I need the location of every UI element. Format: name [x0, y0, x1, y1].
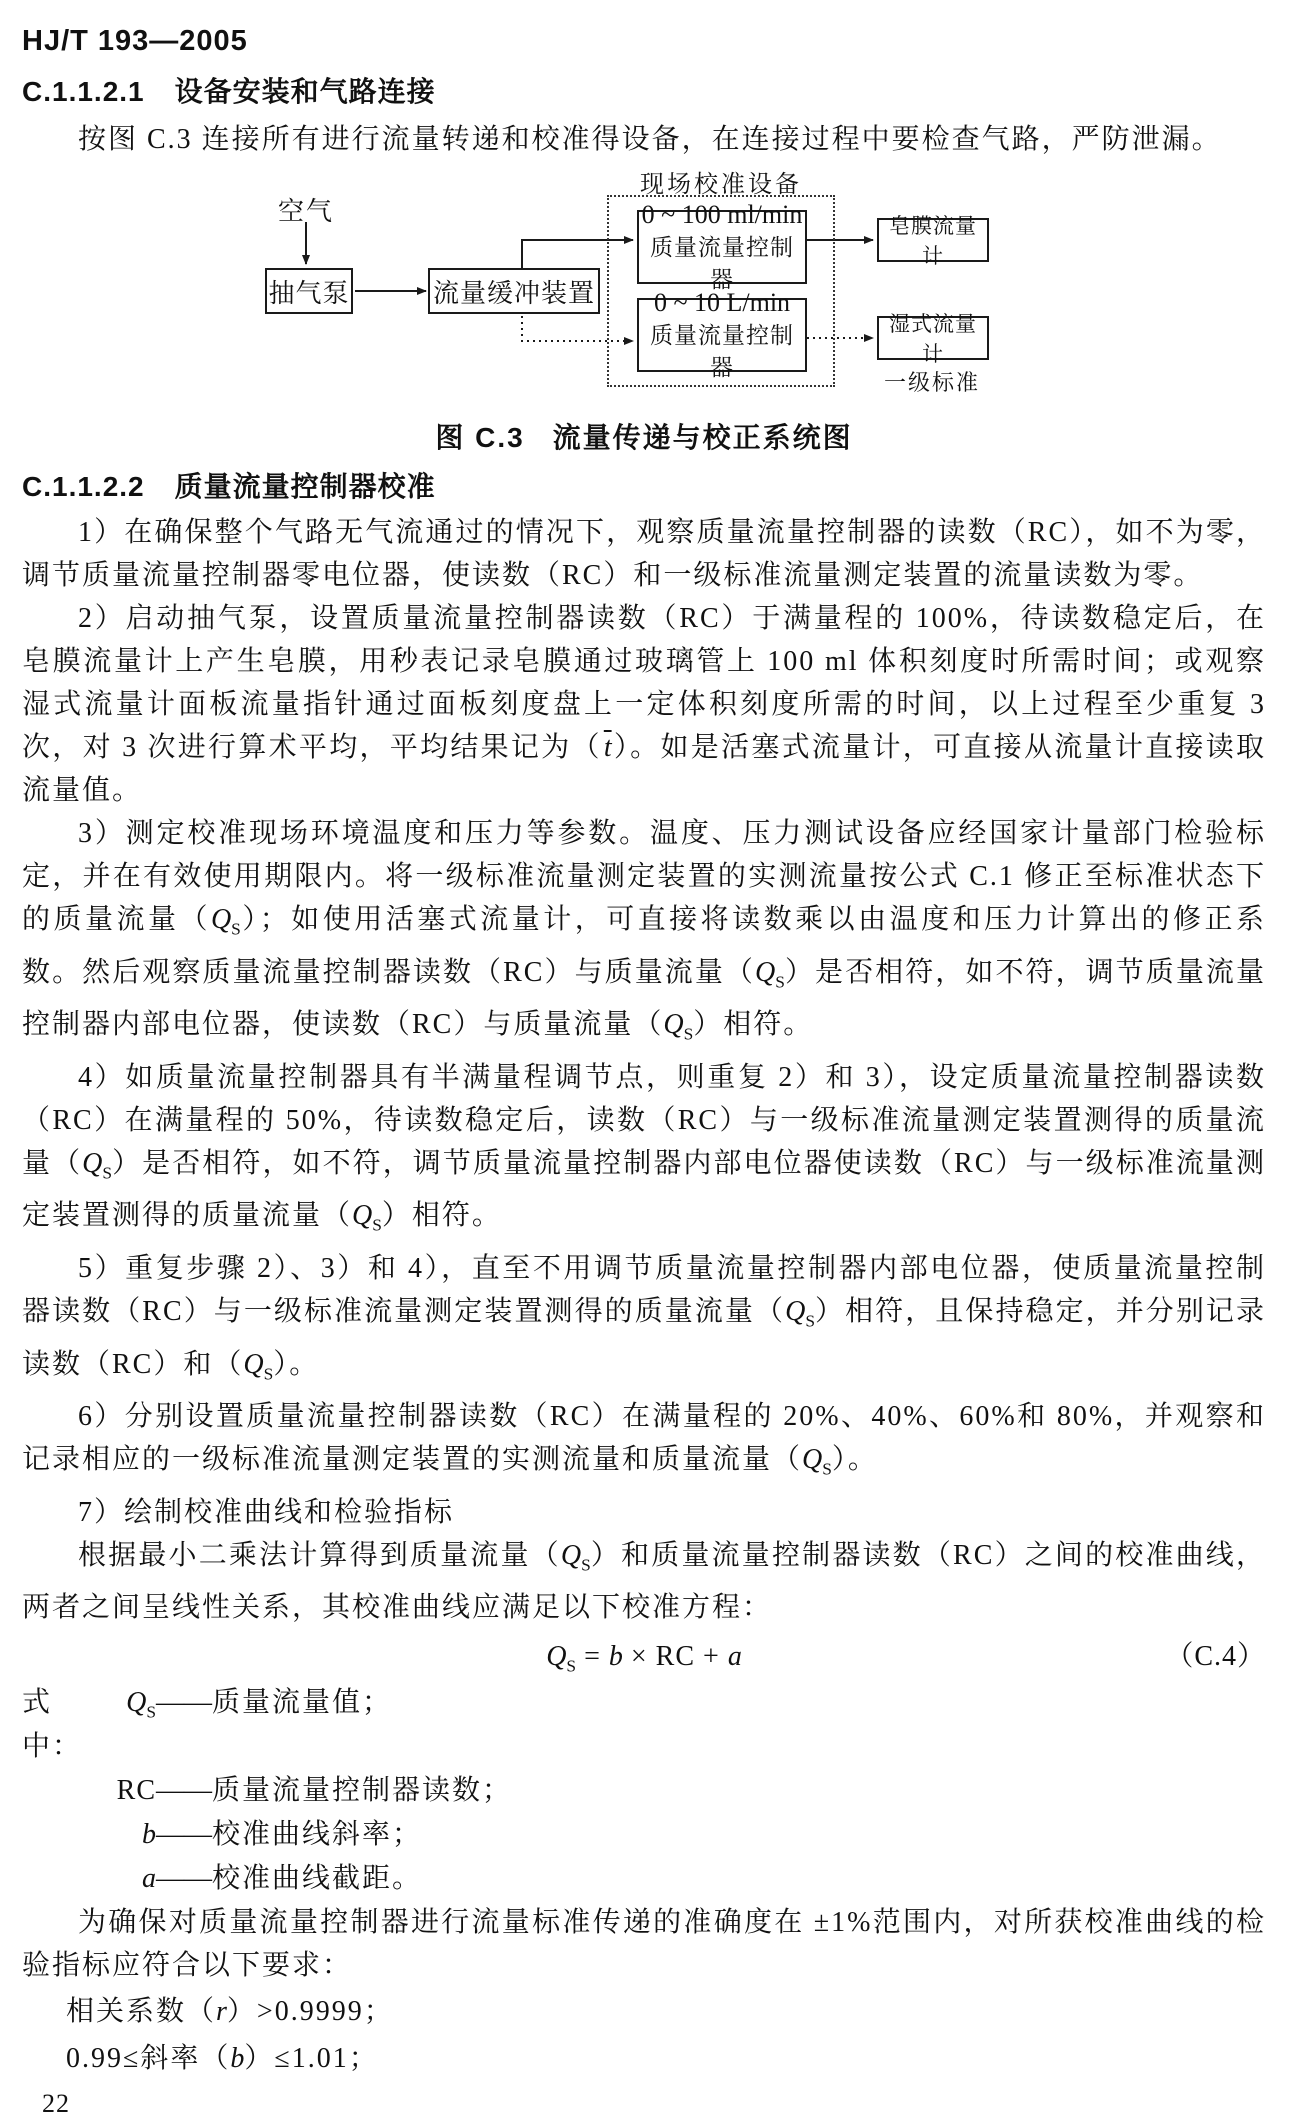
figure-caption-number: 图 C.3: [435, 422, 525, 453]
requirement-correlation: 相关系数（r）>0.9999；: [66, 1996, 394, 2028]
mfc2-box: [637, 288, 807, 380]
definition-dash: ——: [156, 1775, 212, 1807]
definition-dash: ——: [156, 1687, 212, 1719]
procedure-item-2: 2）启动抽气泵，设置质量流量控制器读数（RC）于满量程的 100%，待读数稳定后，在皂膜流量计上产生皂膜，用秒表记录皂膜通过玻璃管上 100 ml 体积刻度时所需时间；或观察湿式流量计面板流量指针通过面板刻度盘上一定体积刻度所需的时间，以上过程至少重复 3 次，对 3 次进行算术平均，平均结果记为$(\overline{t})$。如是活塞式流量计，可直接从流量计直接读取流量值。: [22, 603, 1266, 806]
definition-row-a: [22, 1857, 1266, 1901]
definition-row-b: [22, 1813, 1266, 1857]
definition-desc: 校准曲线斜率；: [212, 1819, 423, 1851]
air-label: 空气: [278, 197, 335, 226]
definition-row-rc: [22, 1769, 1266, 1813]
doc-code: HJ/T 193—2005: [22, 25, 248, 57]
figure-caption: [22, 421, 1266, 455]
definition-dash: ——: [156, 1819, 212, 1851]
definition-row-qs: [22, 1681, 1266, 1769]
formula-expression: $Q_S = b$ × RC + a: [546, 1641, 742, 1676]
definitions-prefix: 式中：: [22, 1687, 83, 1763]
section-title: 设备安装和气路连接: [174, 76, 436, 107]
procedure-list: [22, 511, 1266, 1629]
requirement-slope: 0.99≤斜率（b）≤1.01；: [66, 2043, 379, 2075]
figure-c3-diagram: [22, 163, 1266, 401]
procedure-item-7: 7）绘制校准曲线和检验指标: [78, 1496, 455, 1528]
symbol-definitions: [22, 1681, 1266, 1901]
accuracy-paragraph: 为确保对质量流量控制器进行流量标准传递的准确度在 ±1%范围内，对所获校准曲线的检验指标应符合以下要求：: [22, 1907, 1266, 1982]
definition-desc: 校准曲线截距。: [212, 1863, 423, 1895]
procedure-item-5: 5）重复步骤 2）、3）和 4），直至不用调节质量流量控制器内部电位器，使质量流量控制器读数（RC）与一级标准流量测定装置测得的质量流量$(Q_S)$相符，且保持稳定，并分别记录读数（RC）和$(Q_S)$。: [22, 1252, 1266, 1384]
figure-caption-title: 流量传递与校正系统图: [552, 422, 853, 453]
formula-number: （C.4）: [1165, 1641, 1266, 1673]
pump-box: 抽气泵: [265, 268, 353, 314]
buffer-box: 流量缓冲装置: [428, 268, 600, 314]
procedure-item-4: 4）如质量流量控制器具有半满量程调节点，则重复 2）和 3），设定质量流量控制器读数（RC）在满量程的 50%，待读数稳定后，读数（RC）与一级标准流量测定装置测得的质量流量$(Q_S)$是否相符，如不符，调节质量流量控制器内部电位器使读数（RC）与一级标准流量测定装置测得的质量流量$(Q_S)$相符。: [22, 1061, 1266, 1235]
formula-c4: [22, 1635, 1266, 1679]
definition-term: RC: [116, 1775, 156, 1807]
soap-film-flowmeter-box: 皂膜流量计: [877, 218, 989, 262]
definition-term: a: [142, 1863, 156, 1895]
mfc2-name: 质量流量控制器: [650, 323, 794, 380]
definition-dash: ——: [156, 1863, 212, 1895]
field-calibration-label: 现场校准设备: [640, 172, 802, 198]
procedure-item-1: 1）在确保整个气路无气流通过的情况下，观察质量流量控制器的读数（RC），如不为零，调节质量流量控制器零电位器，使读数（RC）和一级标准流量测定装置的流量读数为零。: [22, 517, 1266, 591]
section-title: 质量流量控制器校准: [174, 471, 436, 502]
procedure-item-6: 6）分别设置质量流量控制器读数（RC）在满量程的 20%、40%、60%和 80%，并观察和记录相应的一级标准流量测定装置的实测流量和质量流量$(Q_S)$。: [22, 1401, 1266, 1479]
page-number: 22: [42, 2089, 70, 2119]
mfc1-box: [637, 200, 807, 292]
definition-term: b: [142, 1819, 156, 1851]
definition-desc: 质量流量值；: [212, 1687, 393, 1719]
mfc1-name: 质量流量控制器: [650, 235, 794, 292]
mfc2-range: 0 ~ 10 L/min: [653, 288, 791, 317]
procedure-item-3: 3）测定校准现场环境温度和压力等参数。温度、压力测试设备应经国家计量部门检验标定，并在有效使用期限内。将一级标准流量测定装置的实测流量按公式 C.1 修正至标准状态下的质量流量$(Q_S)$；如使用活塞式流量计，可直接将读数乘以由温度和压力计算出的修正系数。然后观察质量流量控制器读数（RC）与质量流量$(Q_S)$是否相符，如不符，调节质量流量控制器内部电位器，使读数（RC）与质量流量$(Q_S)$相符。: [22, 818, 1266, 1044]
primary-standard-label: 一级标准: [884, 370, 981, 395]
section-number: C.1.1.2.2: [22, 471, 145, 502]
definition-desc: 质量流量控制器读数；: [212, 1775, 513, 1807]
intro-paragraph: 按图 C.3 连接所有进行流量转递和校准得设备，在连接过程中要检查气路，严防泄漏。: [78, 124, 1222, 155]
calibration-curve-paragraph: 根据最小二乘法计算得到质量流量$(Q_S)$和质量流量控制器读数（RC）之间的校准曲线，两者之间呈线性关系，其校准曲线应满足以下校准方程：: [22, 1539, 1266, 1624]
section-number: C.1.1.2.1: [22, 76, 145, 107]
mfc1-range: 0 ~ 100 ml/min: [641, 200, 803, 229]
definition-term: $Q_S$: [126, 1687, 156, 1722]
section-heading-c1122: [22, 471, 1266, 503]
wet-flowmeter-box: 湿式流量计: [877, 316, 989, 360]
section-heading-c1121: [22, 76, 1266, 108]
